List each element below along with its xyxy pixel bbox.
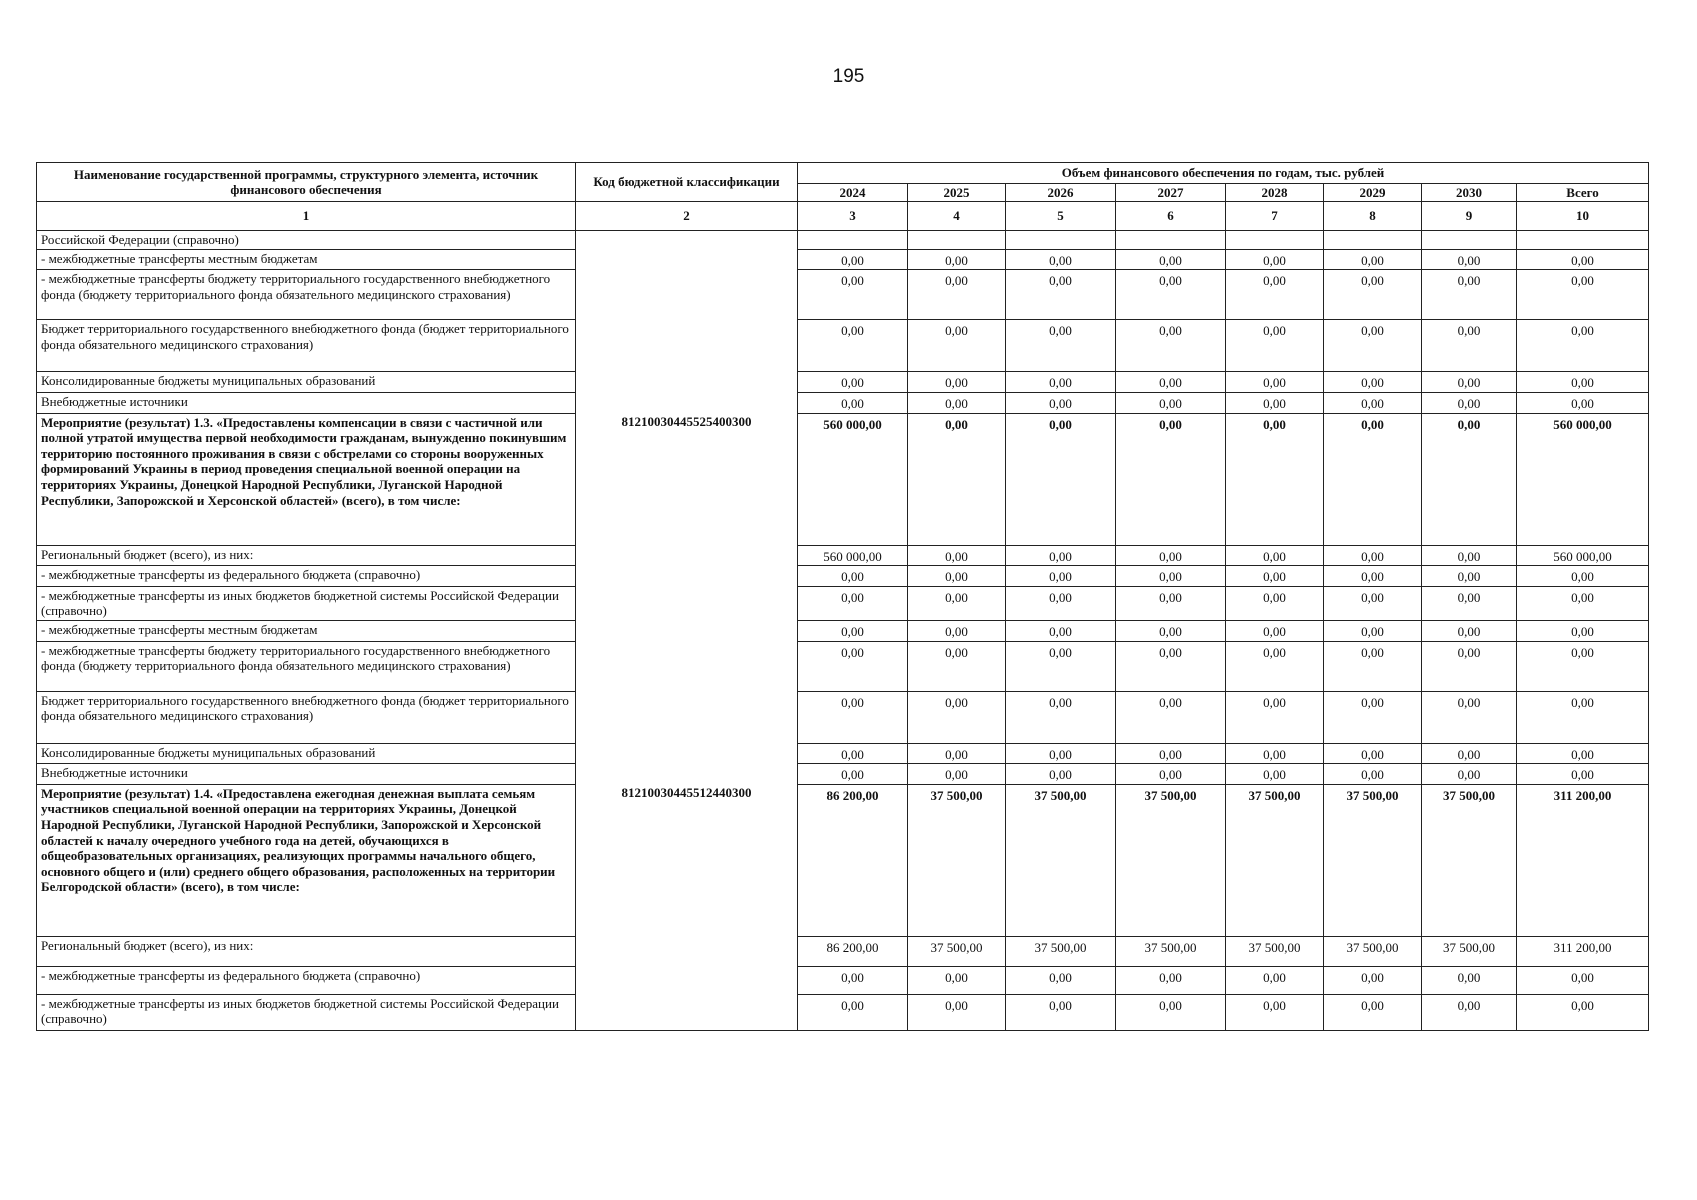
row-value-total: 0,00 <box>1517 566 1649 587</box>
row-value-2030: 37 500,00 <box>1422 936 1517 966</box>
table-row <box>37 249 1649 270</box>
row-name: - межбюджетные трансферты из иных бюджетов бюджетной системы Российской Федерации (справочно) <box>37 994 576 1030</box>
row-value-2028: 0,00 <box>1226 691 1324 743</box>
row-value-2024: 0,00 <box>798 392 908 413</box>
row-budget-code <box>576 249 798 270</box>
row-value-2029: 0,00 <box>1324 392 1422 413</box>
row-value-2024: 0,00 <box>798 620 908 641</box>
row-value-2028: 0,00 <box>1226 545 1324 566</box>
row-value-2028: 0,00 <box>1226 413 1324 545</box>
row-value-2026 <box>1006 231 1116 250</box>
row-value-2025: 0,00 <box>908 586 1006 620</box>
row-name: Консолидированные бюджеты муниципальных образований <box>37 743 576 764</box>
row-value-2026: 0,00 <box>1006 994 1116 1030</box>
row-value-2027: 0,00 <box>1116 566 1226 587</box>
row-value-2027: 0,00 <box>1116 641 1226 691</box>
table-row <box>37 641 1649 691</box>
row-value-2026: 0,00 <box>1006 270 1116 320</box>
table-row <box>37 743 1649 764</box>
row-name: - межбюджетные трансферты местным бюджетам <box>37 620 576 641</box>
table-row <box>37 372 1649 393</box>
row-budget-code <box>576 372 798 393</box>
row-value-2028: 0,00 <box>1226 392 1324 413</box>
header-code-column: Код бюджетной классификации <box>576 163 798 202</box>
row-value-2030: 0,00 <box>1422 392 1517 413</box>
row-value-2025: 0,00 <box>908 545 1006 566</box>
row-value-2024 <box>798 231 908 250</box>
table-row <box>37 566 1649 587</box>
row-value-2025: 0,00 <box>908 764 1006 785</box>
row-value-total: 0,00 <box>1517 372 1649 393</box>
row-budget-code <box>576 743 798 764</box>
row-value-2029: 0,00 <box>1324 372 1422 393</box>
row-value-2028: 0,00 <box>1226 966 1324 994</box>
table-row <box>37 764 1649 785</box>
column-index-5: 5 <box>1006 202 1116 231</box>
row-value-2028: 0,00 <box>1226 994 1324 1030</box>
row-value-2027: 0,00 <box>1116 586 1226 620</box>
row-name: - межбюджетные трансферты из федерального бюджета (справочно) <box>37 566 576 587</box>
row-value-total: 0,00 <box>1517 249 1649 270</box>
row-value-2030: 0,00 <box>1422 413 1517 545</box>
row-value-2025: 0,00 <box>908 249 1006 270</box>
row-value-total: 0,00 <box>1517 392 1649 413</box>
row-value-2027: 37 500,00 <box>1116 784 1226 936</box>
column-index-8: 8 <box>1324 202 1422 231</box>
row-value-2024: 86 200,00 <box>798 936 908 966</box>
row-value-2026: 0,00 <box>1006 641 1116 691</box>
row-value-2026: 0,00 <box>1006 392 1116 413</box>
row-value-2026: 0,00 <box>1006 320 1116 372</box>
header-year-2025: 2025 <box>908 183 1006 202</box>
row-name: - межбюджетные трансферты бюджету территориального государственного внебюджетного фонда (бюджету территориального фонда обязательного медицинского страхования) <box>37 270 576 320</box>
row-value-2026: 0,00 <box>1006 966 1116 994</box>
header-volume-column: Объем финансового обеспечения по годам, тыс. рублей <box>798 163 1649 184</box>
row-value-2026: 0,00 <box>1006 566 1116 587</box>
row-value-2025: 37 500,00 <box>908 936 1006 966</box>
row-value-total: 560 000,00 <box>1517 413 1649 545</box>
row-value-2029: 0,00 <box>1324 545 1422 566</box>
row-budget-code <box>576 270 798 320</box>
row-value-2028: 0,00 <box>1226 586 1324 620</box>
page-number: 195 <box>832 66 865 87</box>
row-value-2025: 0,00 <box>908 743 1006 764</box>
row-value-2026: 0,00 <box>1006 743 1116 764</box>
header-year-total: Всего <box>1517 183 1649 202</box>
row-value-2030: 0,00 <box>1422 249 1517 270</box>
row-value-2026: 0,00 <box>1006 586 1116 620</box>
row-name: Бюджет территориального государственного внебюджетного фонда (бюджет территориального фонда обязательного медицинского страхования) <box>37 320 576 372</box>
row-name: Мероприятие (результат) 1.3. «Предоставлены компенсации в связи с частичной или полной утратой имущества первой необходимости гражданам, вынужденно покинувшим территорию постоянного проживания в связи с обстрелами со стороны вооруженных формирований Украины в период проведения специальной военной операции на территориях Украины, Донецкой Народной Республики, Луганской Народной Республики, Запорожской и Херсонской областей» (всего), в том числе: <box>37 413 576 545</box>
row-value-2027: 0,00 <box>1116 249 1226 270</box>
column-index-3: 3 <box>798 202 908 231</box>
row-value-2026: 0,00 <box>1006 372 1116 393</box>
row-value-2029: 0,00 <box>1324 994 1422 1030</box>
row-budget-code <box>576 545 798 566</box>
row-value-total: 0,00 <box>1517 994 1649 1030</box>
row-value-2024: 0,00 <box>798 586 908 620</box>
row-value-2030: 0,00 <box>1422 566 1517 587</box>
row-value-2025: 37 500,00 <box>908 784 1006 936</box>
row-value-2025: 0,00 <box>908 966 1006 994</box>
row-value-total: 0,00 <box>1517 764 1649 785</box>
row-name: - межбюджетные трансферты из иных бюджетов бюджетной системы Российской Федерации (справочно) <box>37 586 576 620</box>
header-year-2030: 2030 <box>1422 183 1517 202</box>
row-value-2029: 0,00 <box>1324 641 1422 691</box>
table-row <box>37 784 1649 936</box>
row-value-2029: 0,00 <box>1324 586 1422 620</box>
row-value-2028: 0,00 <box>1226 764 1324 785</box>
row-value-2024: 0,00 <box>798 270 908 320</box>
row-value-2030: 0,00 <box>1422 966 1517 994</box>
row-value-total: 0,00 <box>1517 620 1649 641</box>
row-value-2030: 0,00 <box>1422 270 1517 320</box>
row-value-2024: 0,00 <box>798 641 908 691</box>
row-value-2027: 0,00 <box>1116 320 1226 372</box>
row-value-total: 311 200,00 <box>1517 936 1649 966</box>
row-budget-code <box>576 966 798 994</box>
row-value-2027: 0,00 <box>1116 545 1226 566</box>
row-name: Российской Федерации (справочно) <box>37 231 576 250</box>
row-value-2029: 37 500,00 <box>1324 936 1422 966</box>
row-value-2027: 37 500,00 <box>1116 936 1226 966</box>
row-budget-code <box>576 764 798 785</box>
header-year-2026: 2026 <box>1006 183 1116 202</box>
row-value-2030: 0,00 <box>1422 764 1517 785</box>
table-row <box>37 936 1649 966</box>
row-value-2029: 0,00 <box>1324 743 1422 764</box>
row-value-2027: 0,00 <box>1116 764 1226 785</box>
row-value-2027: 0,00 <box>1116 620 1226 641</box>
row-value-2027: 0,00 <box>1116 743 1226 764</box>
row-value-2025: 0,00 <box>908 994 1006 1030</box>
column-index-9: 9 <box>1422 202 1517 231</box>
row-value-total: 0,00 <box>1517 641 1649 691</box>
row-value-2024: 86 200,00 <box>798 784 908 936</box>
table-row <box>37 620 1649 641</box>
row-value-2030: 0,00 <box>1422 545 1517 566</box>
row-value-2027: 0,00 <box>1116 691 1226 743</box>
row-value-2028: 0,00 <box>1226 641 1324 691</box>
row-value-2024: 0,00 <box>798 249 908 270</box>
row-value-2026: 37 500,00 <box>1006 784 1116 936</box>
row-value-2024: 0,00 <box>798 566 908 587</box>
row-value-2027: 0,00 <box>1116 392 1226 413</box>
row-value-total: 311 200,00 <box>1517 784 1649 936</box>
row-name: Региональный бюджет (всего), из них: <box>37 936 576 966</box>
row-value-2028 <box>1226 231 1324 250</box>
column-index-7: 7 <box>1226 202 1324 231</box>
row-value-2030: 37 500,00 <box>1422 784 1517 936</box>
row-value-2030 <box>1422 231 1517 250</box>
column-index-4: 4 <box>908 202 1006 231</box>
row-value-2028: 37 500,00 <box>1226 936 1324 966</box>
table-row <box>37 691 1649 743</box>
row-value-2028: 0,00 <box>1226 372 1324 393</box>
row-value-2026: 0,00 <box>1006 413 1116 545</box>
row-name: - межбюджетные трансферты местным бюджетам <box>37 249 576 270</box>
row-value-2024: 560 000,00 <box>798 413 908 545</box>
row-value-2029: 0,00 <box>1324 270 1422 320</box>
row-value-2030: 0,00 <box>1422 320 1517 372</box>
row-value-2024: 0,00 <box>798 743 908 764</box>
table-row <box>37 966 1649 994</box>
row-budget-code <box>576 231 798 250</box>
row-value-2028: 0,00 <box>1226 320 1324 372</box>
row-value-2025: 0,00 <box>908 620 1006 641</box>
row-value-2029: 0,00 <box>1324 413 1422 545</box>
row-value-total: 0,00 <box>1517 743 1649 764</box>
row-name: Внебюджетные источники <box>37 764 576 785</box>
header-year-2028: 2028 <box>1226 183 1324 202</box>
table-row <box>37 545 1649 566</box>
row-value-2025 <box>908 231 1006 250</box>
row-value-2025: 0,00 <box>908 641 1006 691</box>
row-value-2029: 37 500,00 <box>1324 784 1422 936</box>
table-row <box>37 392 1649 413</box>
financing-table <box>36 162 1649 1031</box>
header-year-2029: 2029 <box>1324 183 1422 202</box>
row-budget-code <box>576 691 798 743</box>
row-value-2029: 0,00 <box>1324 249 1422 270</box>
row-name: - межбюджетные трансферты бюджету территориального государственного внебюджетного фонда (бюджету территориального фонда обязательного медицинского страхования) <box>37 641 576 691</box>
row-value-2027: 0,00 <box>1116 966 1226 994</box>
row-value-2025: 0,00 <box>908 372 1006 393</box>
row-value-2026: 0,00 <box>1006 764 1116 785</box>
row-budget-code: 81210030445512440300 <box>576 784 798 936</box>
row-value-2030: 0,00 <box>1422 691 1517 743</box>
row-budget-code <box>576 994 798 1030</box>
row-budget-code <box>576 392 798 413</box>
row-value-total: 560 000,00 <box>1517 545 1649 566</box>
row-value-2025: 0,00 <box>908 320 1006 372</box>
row-name: Региональный бюджет (всего), из них: <box>37 545 576 566</box>
row-value-2030: 0,00 <box>1422 620 1517 641</box>
table-row <box>37 270 1649 320</box>
row-value-2028: 0,00 <box>1226 270 1324 320</box>
row-value-2027: 0,00 <box>1116 413 1226 545</box>
row-value-2027: 0,00 <box>1116 994 1226 1030</box>
row-name: Консолидированные бюджеты муниципальных образований <box>37 372 576 393</box>
row-value-total: 0,00 <box>1517 320 1649 372</box>
row-value-2029: 0,00 <box>1324 966 1422 994</box>
row-value-2029 <box>1324 231 1422 250</box>
row-value-2024: 0,00 <box>798 691 908 743</box>
row-value-total: 0,00 <box>1517 691 1649 743</box>
row-value-2024: 0,00 <box>798 320 908 372</box>
row-budget-code <box>576 586 798 620</box>
row-value-2030: 0,00 <box>1422 372 1517 393</box>
row-budget-code <box>576 566 798 587</box>
row-value-2029: 0,00 <box>1324 620 1422 641</box>
row-value-2025: 0,00 <box>908 392 1006 413</box>
header-year-2027: 2027 <box>1116 183 1226 202</box>
row-budget-code <box>576 641 798 691</box>
row-value-2029: 0,00 <box>1324 764 1422 785</box>
row-value-2025: 0,00 <box>908 566 1006 587</box>
row-value-2024: 0,00 <box>798 764 908 785</box>
table-row <box>37 231 1649 250</box>
row-value-2029: 0,00 <box>1324 691 1422 743</box>
column-index-2: 2 <box>576 202 798 231</box>
row-value-2026: 37 500,00 <box>1006 936 1116 966</box>
row-value-2024: 560 000,00 <box>798 545 908 566</box>
row-value-2024: 0,00 <box>798 994 908 1030</box>
row-value-total: 0,00 <box>1517 966 1649 994</box>
column-index-1: 1 <box>37 202 576 231</box>
row-budget-code <box>576 620 798 641</box>
row-value-2028: 0,00 <box>1226 620 1324 641</box>
row-value-2029: 0,00 <box>1324 320 1422 372</box>
row-name: - межбюджетные трансферты из федерального бюджета (справочно) <box>37 966 576 994</box>
row-value-2027: 0,00 <box>1116 372 1226 393</box>
row-value-2024: 0,00 <box>798 966 908 994</box>
row-value-2027 <box>1116 231 1226 250</box>
row-value-2026: 0,00 <box>1006 691 1116 743</box>
row-budget-code: 81210030445525400300 <box>576 413 798 545</box>
row-value-2030: 0,00 <box>1422 641 1517 691</box>
row-value-total: 0,00 <box>1517 270 1649 320</box>
row-value-2025: 0,00 <box>908 691 1006 743</box>
row-value-2030: 0,00 <box>1422 994 1517 1030</box>
row-value-2028: 0,00 <box>1226 566 1324 587</box>
row-budget-code <box>576 936 798 966</box>
row-value-2024: 0,00 <box>798 372 908 393</box>
table-row <box>37 320 1649 372</box>
row-value-2029: 0,00 <box>1324 566 1422 587</box>
header-year-2024: 2024 <box>798 183 908 202</box>
row-value-2030: 0,00 <box>1422 586 1517 620</box>
header-name-column: Наименование государственной программы, структурного элемента, источник финансового обеспечения <box>37 163 576 202</box>
table-row <box>37 586 1649 620</box>
row-name: Внебюджетные источники <box>37 392 576 413</box>
row-value-2030: 0,00 <box>1422 743 1517 764</box>
row-value-2026: 0,00 <box>1006 545 1116 566</box>
row-value-2025: 0,00 <box>908 413 1006 545</box>
row-value-2026: 0,00 <box>1006 249 1116 270</box>
row-value-total: 0,00 <box>1517 586 1649 620</box>
column-index-10: 10 <box>1517 202 1649 231</box>
row-value-2026: 0,00 <box>1006 620 1116 641</box>
row-value-2028: 37 500,00 <box>1226 784 1324 936</box>
row-name: Мероприятие (результат) 1.4. «Предоставлена ежегодная денежная выплата семьям участников специальной военной операции на территориях Украины, Донецкой Народной Республики, Луганской Народной Республики, Запорожской и Херсонской областей к началу очередного учебного года на детей, обучающихся в общеобразовательных организациях, реализующих программы начального общего, основного общего и (или) среднего общего образования, расположенных на территории Белгородской области» (всего), в том числе: <box>37 784 576 936</box>
table-row <box>37 994 1649 1030</box>
table-row <box>37 413 1649 545</box>
row-value-2028: 0,00 <box>1226 743 1324 764</box>
row-name: Бюджет территориального государственного внебюджетного фонда (бюджет территориального фонда обязательного медицинского страхования) <box>37 691 576 743</box>
column-index-6: 6 <box>1116 202 1226 231</box>
row-value-2028: 0,00 <box>1226 249 1324 270</box>
row-value-total <box>1517 231 1649 250</box>
row-value-2027: 0,00 <box>1116 270 1226 320</box>
row-budget-code <box>576 320 798 372</box>
row-value-2025: 0,00 <box>908 270 1006 320</box>
